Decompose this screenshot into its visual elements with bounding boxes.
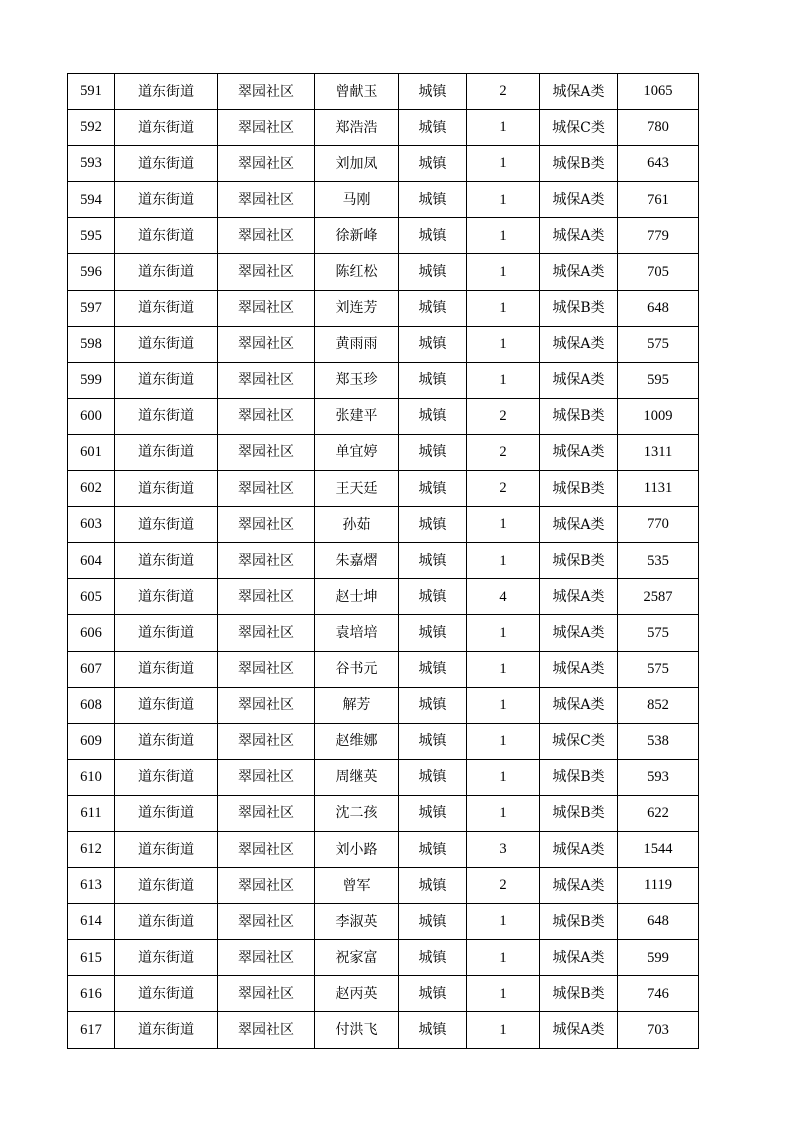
cell-category: 城保A类: [540, 434, 618, 470]
cell-serial-number: 607: [68, 651, 115, 687]
cell-serial-number: 597: [68, 290, 115, 326]
cell-subdistrict: 道东街道: [115, 471, 218, 507]
cell-subdistrict: 道东街道: [115, 218, 218, 254]
cell-household-type: 城镇: [399, 759, 467, 795]
cell-community: 翠园社区: [218, 398, 315, 434]
cell-category: 城保B类: [540, 795, 618, 831]
cell-household-size: 1: [467, 507, 540, 543]
cell-household-type: 城镇: [399, 471, 467, 507]
cell-amount: 780: [618, 110, 699, 146]
cell-name: 张建平: [315, 398, 399, 434]
cell-serial-number: 600: [68, 398, 115, 434]
cell-household-type: 城镇: [399, 687, 467, 723]
cell-subdistrict: 道东街道: [115, 976, 218, 1012]
cell-community: 翠园社区: [218, 795, 315, 831]
table-row: [68, 182, 699, 218]
cell-category: 城保A类: [540, 254, 618, 290]
cell-community: 翠园社区: [218, 362, 315, 398]
cell-community: 翠园社区: [218, 290, 315, 326]
cell-household-size: 1: [467, 976, 540, 1012]
cell-household-size: 3: [467, 831, 540, 867]
cell-name: 马刚: [315, 182, 399, 218]
cell-name: 谷书元: [315, 651, 399, 687]
cell-name: 祝家富: [315, 940, 399, 976]
cell-serial-number: 610: [68, 759, 115, 795]
cell-amount: 2587: [618, 579, 699, 615]
cell-serial-number: 612: [68, 831, 115, 867]
table-row: [68, 868, 699, 904]
cell-name: 付洪飞: [315, 1012, 399, 1048]
cell-serial-number: 594: [68, 182, 115, 218]
cell-serial-number: 615: [68, 940, 115, 976]
cell-serial-number: 604: [68, 543, 115, 579]
cell-community: 翠园社区: [218, 615, 315, 651]
cell-community: 翠园社区: [218, 434, 315, 470]
cell-community: 翠园社区: [218, 471, 315, 507]
cell-name: 刘小路: [315, 831, 399, 867]
cell-household-size: 1: [467, 795, 540, 831]
table-row: [68, 543, 699, 579]
cell-category: 城保A类: [540, 1012, 618, 1048]
cell-household-type: 城镇: [399, 74, 467, 110]
cell-household-size: 1: [467, 723, 540, 759]
cell-name: 郑浩浩: [315, 110, 399, 146]
cell-household-type: 城镇: [399, 146, 467, 182]
cell-amount: 746: [618, 976, 699, 1012]
cell-community: 翠园社区: [218, 579, 315, 615]
cell-serial-number: 593: [68, 146, 115, 182]
table-row: [68, 1012, 699, 1048]
table-row: [68, 110, 699, 146]
cell-amount: 1544: [618, 831, 699, 867]
cell-amount: 538: [618, 723, 699, 759]
cell-subdistrict: 道东街道: [115, 904, 218, 940]
cell-category: 城保B类: [540, 471, 618, 507]
cell-amount: 593: [618, 759, 699, 795]
table-row: [68, 398, 699, 434]
cell-household-size: 1: [467, 182, 540, 218]
cell-serial-number: 603: [68, 507, 115, 543]
cell-household-type: 城镇: [399, 434, 467, 470]
cell-name: 徐新峰: [315, 218, 399, 254]
cell-category: 城保B类: [540, 976, 618, 1012]
cell-household-type: 城镇: [399, 831, 467, 867]
table-row: [68, 579, 699, 615]
roster-table-body: [68, 74, 699, 1049]
cell-amount: 643: [618, 146, 699, 182]
cell-subdistrict: 道东街道: [115, 723, 218, 759]
cell-subdistrict: 道东街道: [115, 795, 218, 831]
cell-subdistrict: 道东街道: [115, 254, 218, 290]
cell-name: 孙茹: [315, 507, 399, 543]
cell-name: 沈二孩: [315, 795, 399, 831]
cell-name: 周继英: [315, 759, 399, 795]
cell-amount: 575: [618, 651, 699, 687]
cell-serial-number: 613: [68, 868, 115, 904]
cell-community: 翠园社区: [218, 182, 315, 218]
cell-household-type: 城镇: [399, 182, 467, 218]
cell-household-type: 城镇: [399, 290, 467, 326]
cell-household-size: 2: [467, 398, 540, 434]
cell-category: 城保A类: [540, 615, 618, 651]
cell-community: 翠园社区: [218, 868, 315, 904]
cell-community: 翠园社区: [218, 651, 315, 687]
cell-household-type: 城镇: [399, 326, 467, 362]
cell-household-size: 1: [467, 1012, 540, 1048]
table-row: [68, 146, 699, 182]
cell-subdistrict: 道东街道: [115, 182, 218, 218]
table-row: [68, 795, 699, 831]
cell-subdistrict: 道东街道: [115, 615, 218, 651]
cell-community: 翠园社区: [218, 904, 315, 940]
cell-serial-number: 606: [68, 615, 115, 651]
cell-name: 王天廷: [315, 471, 399, 507]
cell-name: 曾军: [315, 868, 399, 904]
cell-name: 赵丙英: [315, 976, 399, 1012]
table-row: [68, 254, 699, 290]
cell-name: 单宜婷: [315, 434, 399, 470]
cell-category: 城保A类: [540, 687, 618, 723]
cell-subdistrict: 道东街道: [115, 868, 218, 904]
cell-amount: 599: [618, 940, 699, 976]
cell-household-size: 1: [467, 218, 540, 254]
cell-amount: 575: [618, 326, 699, 362]
cell-household-type: 城镇: [399, 543, 467, 579]
cell-household-type: 城镇: [399, 110, 467, 146]
cell-amount: 1065: [618, 74, 699, 110]
cell-subdistrict: 道东街道: [115, 290, 218, 326]
cell-community: 翠园社区: [218, 759, 315, 795]
cell-household-size: 2: [467, 434, 540, 470]
cell-amount: 648: [618, 904, 699, 940]
cell-name: 解芳: [315, 687, 399, 723]
cell-community: 翠园社区: [218, 254, 315, 290]
cell-amount: 852: [618, 687, 699, 723]
table-row: [68, 723, 699, 759]
cell-serial-number: 605: [68, 579, 115, 615]
cell-name: 袁培培: [315, 615, 399, 651]
cell-community: 翠园社区: [218, 687, 315, 723]
cell-amount: 1119: [618, 868, 699, 904]
cell-serial-number: 598: [68, 326, 115, 362]
cell-household-type: 城镇: [399, 579, 467, 615]
cell-name: 郑玉珍: [315, 362, 399, 398]
table-row: [68, 362, 699, 398]
cell-category: 城保A类: [540, 326, 618, 362]
cell-subdistrict: 道东街道: [115, 579, 218, 615]
table-row: [68, 687, 699, 723]
cell-household-size: 1: [467, 290, 540, 326]
cell-household-type: 城镇: [399, 1012, 467, 1048]
table-row: [68, 940, 699, 976]
table-row: [68, 290, 699, 326]
table-row: [68, 326, 699, 362]
cell-serial-number: 596: [68, 254, 115, 290]
cell-household-type: 城镇: [399, 904, 467, 940]
cell-serial-number: 616: [68, 976, 115, 1012]
cell-household-type: 城镇: [399, 651, 467, 687]
cell-household-size: 1: [467, 940, 540, 976]
cell-subdistrict: 道东街道: [115, 831, 218, 867]
cell-serial-number: 592: [68, 110, 115, 146]
cell-category: 城保B类: [540, 759, 618, 795]
table-row: [68, 615, 699, 651]
cell-amount: 1311: [618, 434, 699, 470]
cell-serial-number: 608: [68, 687, 115, 723]
cell-serial-number: 602: [68, 471, 115, 507]
cell-name: 黄雨雨: [315, 326, 399, 362]
cell-subdistrict: 道东街道: [115, 362, 218, 398]
cell-household-size: 2: [467, 471, 540, 507]
cell-subdistrict: 道东街道: [115, 146, 218, 182]
cell-household-size: 1: [467, 146, 540, 182]
cell-community: 翠园社区: [218, 723, 315, 759]
cell-community: 翠园社区: [218, 831, 315, 867]
cell-name: 李淑英: [315, 904, 399, 940]
cell-subdistrict: 道东街道: [115, 543, 218, 579]
cell-amount: 648: [618, 290, 699, 326]
cell-household-type: 城镇: [399, 868, 467, 904]
cell-category: 城保A类: [540, 651, 618, 687]
table-row: [68, 471, 699, 507]
cell-household-type: 城镇: [399, 218, 467, 254]
cell-subdistrict: 道东街道: [115, 434, 218, 470]
cell-household-size: 4: [467, 579, 540, 615]
table-row: [68, 74, 699, 110]
cell-household-type: 城镇: [399, 976, 467, 1012]
cell-serial-number: 609: [68, 723, 115, 759]
cell-community: 翠园社区: [218, 976, 315, 1012]
cell-household-type: 城镇: [399, 362, 467, 398]
cell-household-size: 1: [467, 254, 540, 290]
cell-subdistrict: 道东街道: [115, 1012, 218, 1048]
cell-category: 城保B类: [540, 398, 618, 434]
table-row: [68, 976, 699, 1012]
table-row: [68, 507, 699, 543]
table-row: [68, 651, 699, 687]
cell-household-size: 2: [467, 74, 540, 110]
cell-subdistrict: 道东街道: [115, 687, 218, 723]
cell-name: 陈红松: [315, 254, 399, 290]
cell-community: 翠园社区: [218, 110, 315, 146]
cell-category: 城保B类: [540, 290, 618, 326]
cell-name: 刘加凤: [315, 146, 399, 182]
cell-serial-number: 601: [68, 434, 115, 470]
cell-subdistrict: 道东街道: [115, 940, 218, 976]
cell-community: 翠园社区: [218, 507, 315, 543]
cell-name: 刘连芳: [315, 290, 399, 326]
cell-serial-number: 611: [68, 795, 115, 831]
cell-household-type: 城镇: [399, 723, 467, 759]
cell-name: 曾献玉: [315, 74, 399, 110]
cell-amount: 703: [618, 1012, 699, 1048]
cell-name: 朱嘉熠: [315, 543, 399, 579]
cell-household-size: 1: [467, 110, 540, 146]
cell-serial-number: 591: [68, 74, 115, 110]
cell-category: 城保A类: [540, 579, 618, 615]
cell-household-type: 城镇: [399, 254, 467, 290]
cell-amount: 770: [618, 507, 699, 543]
cell-category: 城保A类: [540, 507, 618, 543]
table-row: [68, 904, 699, 940]
table-row: [68, 759, 699, 795]
cell-category: 城保A类: [540, 868, 618, 904]
roster-table: [67, 73, 699, 1049]
cell-subdistrict: 道东街道: [115, 507, 218, 543]
cell-category: 城保A类: [540, 362, 618, 398]
cell-community: 翠园社区: [218, 1012, 315, 1048]
cell-category: 城保A类: [540, 218, 618, 254]
cell-amount: 622: [618, 795, 699, 831]
cell-amount: 705: [618, 254, 699, 290]
cell-category: 城保C类: [540, 723, 618, 759]
cell-category: 城保B类: [540, 904, 618, 940]
cell-household-size: 1: [467, 687, 540, 723]
cell-subdistrict: 道东街道: [115, 110, 218, 146]
cell-name: 赵维娜: [315, 723, 399, 759]
cell-category: 城保A类: [540, 74, 618, 110]
cell-amount: 1131: [618, 471, 699, 507]
cell-household-size: 1: [467, 543, 540, 579]
cell-category: 城保A类: [540, 182, 618, 218]
cell-household-size: 1: [467, 615, 540, 651]
cell-serial-number: 614: [68, 904, 115, 940]
cell-household-size: 1: [467, 759, 540, 795]
cell-serial-number: 599: [68, 362, 115, 398]
cell-household-type: 城镇: [399, 507, 467, 543]
cell-community: 翠园社区: [218, 940, 315, 976]
cell-subdistrict: 道东街道: [115, 759, 218, 795]
cell-amount: 779: [618, 218, 699, 254]
cell-community: 翠园社区: [218, 146, 315, 182]
table-row: [68, 434, 699, 470]
cell-subdistrict: 道东街道: [115, 651, 218, 687]
cell-amount: 761: [618, 182, 699, 218]
cell-amount: 575: [618, 615, 699, 651]
cell-community: 翠园社区: [218, 218, 315, 254]
cell-amount: 1009: [618, 398, 699, 434]
cell-household-size: 1: [467, 651, 540, 687]
table-row: [68, 218, 699, 254]
cell-subdistrict: 道东街道: [115, 326, 218, 362]
cell-household-type: 城镇: [399, 615, 467, 651]
cell-amount: 535: [618, 543, 699, 579]
cell-community: 翠园社区: [218, 543, 315, 579]
cell-household-size: 1: [467, 904, 540, 940]
cell-household-type: 城镇: [399, 795, 467, 831]
cell-community: 翠园社区: [218, 74, 315, 110]
cell-serial-number: 617: [68, 1012, 115, 1048]
cell-category: 城保B类: [540, 146, 618, 182]
cell-community: 翠园社区: [218, 326, 315, 362]
cell-amount: 595: [618, 362, 699, 398]
cell-subdistrict: 道东街道: [115, 398, 218, 434]
cell-name: 赵士坤: [315, 579, 399, 615]
cell-household-size: 1: [467, 326, 540, 362]
cell-category: 城保A类: [540, 940, 618, 976]
cell-category: 城保A类: [540, 831, 618, 867]
cell-category: 城保B类: [540, 543, 618, 579]
cell-category: 城保C类: [540, 110, 618, 146]
cell-household-type: 城镇: [399, 940, 467, 976]
cell-serial-number: 595: [68, 218, 115, 254]
cell-subdistrict: 道东街道: [115, 74, 218, 110]
cell-household-size: 1: [467, 362, 540, 398]
cell-household-size: 2: [467, 868, 540, 904]
table-row: [68, 831, 699, 867]
cell-household-type: 城镇: [399, 398, 467, 434]
